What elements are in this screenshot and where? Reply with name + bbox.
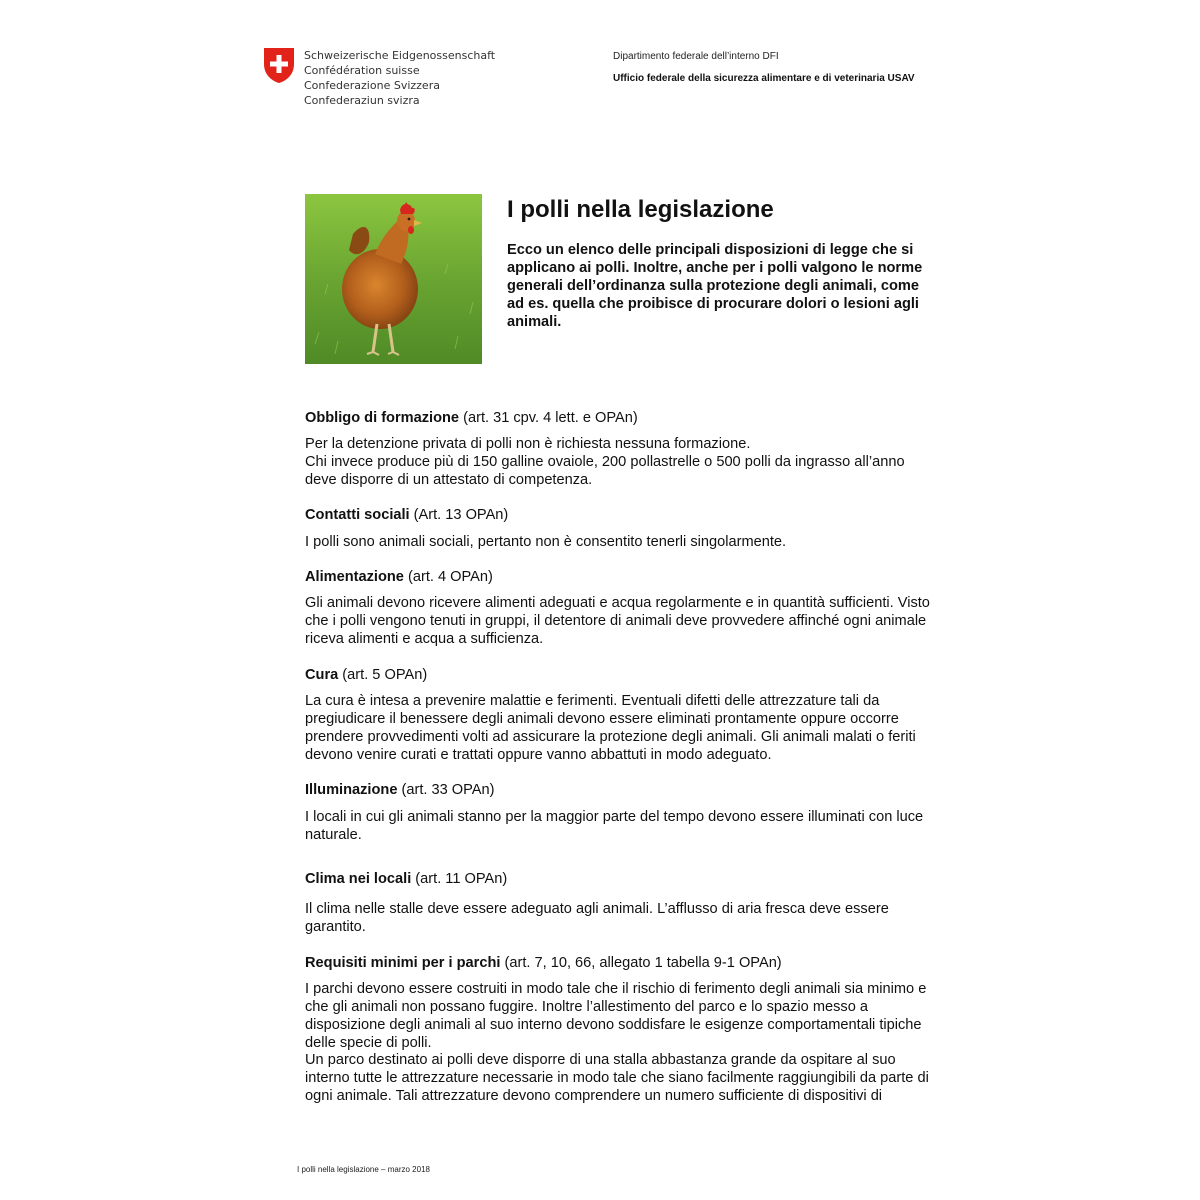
confederation-name-de: Schweizerische Eidgenossenschaft bbox=[304, 49, 496, 62]
section-heading-feeding bbox=[305, 568, 493, 586]
section-reference: (art. 11 OPAn) bbox=[411, 871, 508, 887]
section-paragraph: La cura è intesa a prevenire malattie e ferimenti. Eventuali difetti delle attrezzature tali da pregiudicare il benessere degli animali devono essere eliminati prontamente oppure occorre prendere provvedimenti volti ad assicurare la protezione degli animali. Gli animali malati o feriti devono venire curati e trattati oppure vanno abbattuti in modo adeguato. bbox=[305, 693, 916, 763]
section-heading-social-contacts bbox=[305, 506, 508, 524]
section-heading-care bbox=[305, 666, 427, 684]
section-title: Alimentazione bbox=[305, 569, 404, 585]
confederation-name-fr: Confédération suisse bbox=[304, 64, 420, 77]
section-heading-training bbox=[305, 409, 638, 427]
swiss-cross-icon bbox=[262, 46, 296, 84]
page-title: I polli nella legislazione bbox=[507, 196, 774, 223]
section-reference: (art. 7, 10, 66, allegato 1 tabella 9-1 OPAn) bbox=[500, 955, 782, 971]
section-paragraph: I polli sono animali sociali, pertanto non è consentito tenerli singolarmente. bbox=[305, 534, 787, 550]
section-title: Cura bbox=[305, 667, 339, 683]
confederation-name-rm: Confederaziun svizra bbox=[304, 94, 420, 107]
section-reference: (art. 31 cpv. 4 lett. e OPAn) bbox=[459, 410, 638, 426]
confederation-name-it: Confederazione Svizzera bbox=[304, 79, 440, 92]
chicken-photo bbox=[305, 194, 482, 364]
section-paragraph: Gli animali devono ricevere alimenti adeguati e acqua regolarmente e in quantità sufficienti. Visto che i polli vengono tenuti in gruppi, il detentore di animali deve provvedere affinché ogni animale riceva alimenti e acqua a sufficienza. bbox=[305, 595, 930, 647]
section-title: Requisiti minimi per i parchi bbox=[305, 955, 501, 971]
lead-paragraph: Ecco un elenco delle principali disposizioni di legge che si applicano ai polli. Inoltre, anche per i polli valgono le norme generali dell’ordinanza sulla protezione degli animali, come ad es. quella che proibisce di procurare dolori o lesioni agli animali. bbox=[507, 242, 923, 330]
section-reference: (art. 33 OPAn) bbox=[397, 782, 495, 798]
section-heading-climate bbox=[305, 870, 507, 888]
section-paragraph: Chi invece produce più di 150 galline ovaiole, 200 pollastrelle o 500 polli da ingrasso all’anno deve disporre di un attestato di competenza. bbox=[305, 454, 905, 488]
section-paragraph: I locali in cui gli animali stanno per la maggior parte del tempo devono essere illuminati con luce naturale. bbox=[305, 809, 924, 843]
section-title: Contatti sociali bbox=[305, 507, 410, 523]
section-title: Illuminazione bbox=[305, 782, 398, 798]
section-paragraph: Un parco destinato ai polli deve disporre di una stalla abbastanza grande da ospitare al suo interno tutte le attrezzature necessarie in modo tale che siano facilmente raggiungibili da parte di ogni animale. Tali attrezzature devono comprendere un numero sufficiente di dispositivi di bbox=[305, 1052, 929, 1104]
confederation-names bbox=[304, 48, 495, 108]
section-paragraph: Il clima nelle stalle deve essere adeguato agli animali. L’afflusso di aria fresca deve essere garantito. bbox=[305, 901, 889, 935]
section-reference: (art. 4 OPAn) bbox=[403, 569, 493, 585]
page-footer: I polli nella legislazione – marzo 2018 bbox=[297, 1165, 430, 1174]
section-title: Obbligo di formazione bbox=[305, 410, 460, 426]
section-heading-lighting bbox=[305, 781, 495, 799]
section-heading-enclosures bbox=[305, 954, 782, 972]
section-reference: (Art. 13 OPAn) bbox=[409, 507, 509, 523]
section-reference: (art. 5 OPAn) bbox=[338, 667, 428, 683]
section-paragraph: Per la detenzione privata di polli non è richiesta nessuna formazione. bbox=[305, 436, 751, 452]
section-title: Clima nei locali bbox=[305, 871, 412, 887]
office-name: Ufficio federale della sicurezza alimentare e di veterinaria USAV bbox=[613, 73, 915, 84]
section-paragraph: I parchi devono essere costruiti in modo tale che il rischio di ferimento degli animali sia minimo e che gli animali non possano fuggire. Inoltre l’allestimento del parco e lo spazio messo a disposizione degli animali al suo interno devono soddisfare le esigenze comportamentali tipiche delle specie di polli. bbox=[305, 981, 927, 1051]
department-name: Dipartimento federale dell’interno DFI bbox=[613, 51, 779, 62]
